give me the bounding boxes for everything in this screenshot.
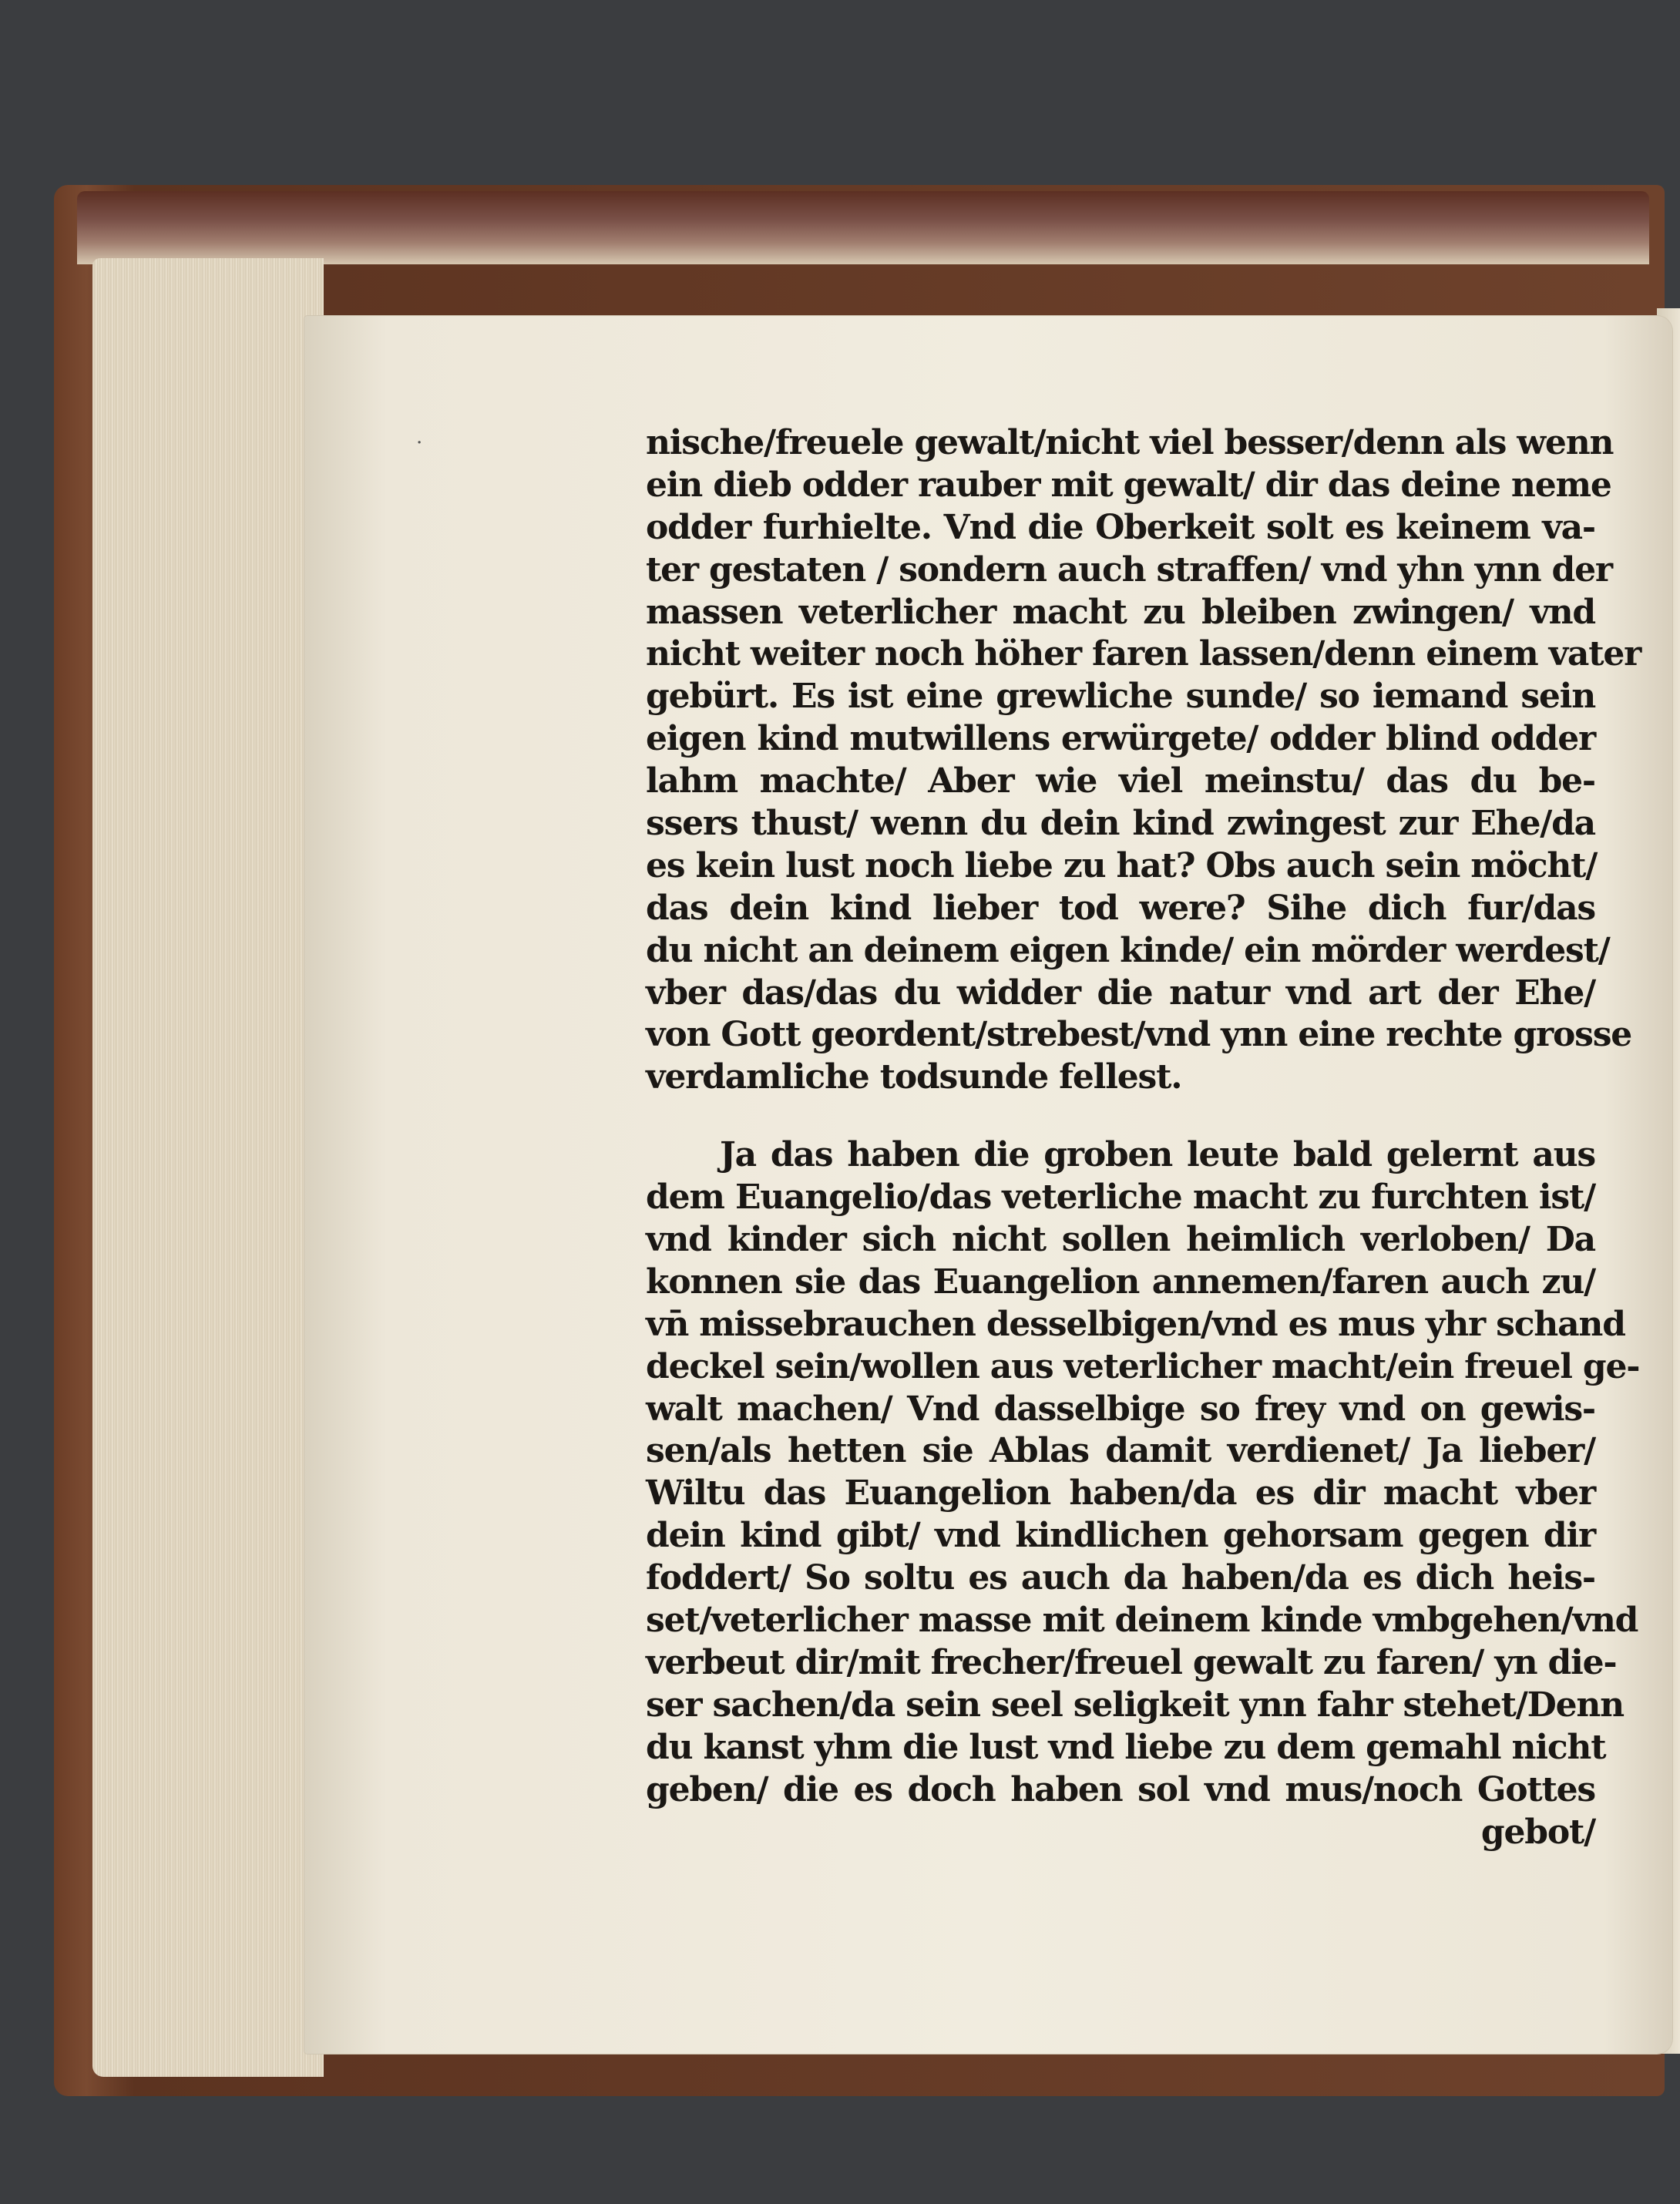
text-line: nische/freuele gewalt/nicht viel besser/denn als wenn [646, 423, 1614, 462]
text-line: ter gestaten / sondern auch straffen/ vnd yhn ynn der [646, 549, 1612, 590]
text-line: konnen sie das Euangelion annemen/faren auch zu/ [646, 1262, 1595, 1302]
text-line: gebürt. Es ist eine grewliche sunde/ so iemand sein [646, 677, 1595, 717]
text-line: von Gott geordent/strebest/vnd ynn eine rechte grosse [646, 1015, 1632, 1055]
paragraph-1 [646, 422, 1641, 1099]
text-line: ser sachen/da sein seel seligkeit ynn fahr stehet/Denn [646, 1685, 1624, 1725]
text-line: verbeut dir/mit frecher/freuel gewalt zu faren/ yn die- [646, 1642, 1617, 1682]
text-line: eigen kind mutwillens erwürgete/ odder blind odder [646, 719, 1595, 759]
page-text [646, 422, 1641, 1853]
paragraph-2 [646, 1134, 1640, 1811]
text-line: foddert/ So soltu es auch da haben/da es dich heis- [646, 1558, 1595, 1598]
text-line: verdamliche todsunde fellest. [646, 1057, 1182, 1097]
text-line: massen veterlicher macht zu bleiben zwingen/ vnd [646, 592, 1595, 632]
text-line: walt machen/ Vnd dasselbige so frey vnd on gewis- [646, 1389, 1595, 1429]
text-line: ein dieb odder rauber mit gewalt/ dir das deine neme [646, 465, 1611, 505]
ink-speck: · [416, 432, 423, 455]
text-line: lahm machte/ Aber wie viel meinstu/ das du be- [646, 761, 1595, 801]
text-line: geben/ die es doch haben sol vnd mus/noch Gottes [646, 1769, 1595, 1809]
book-headband [77, 191, 1649, 264]
text-line: vnd kinder sich nicht sollen heimlich verloben/ Da [646, 1220, 1595, 1260]
text-line: du kanst yhm die lust vnd liebe zu dem gemahl nicht [646, 1727, 1606, 1767]
text-line: Ja das haben die groben leute bald gelernt aus [720, 1135, 1595, 1175]
text-line: set/veterlicher masse mit deinem kinde vmbgehen/vnd [646, 1601, 1638, 1641]
text-line: vber das/das du widder die natur vnd art der Ehe/ [646, 973, 1595, 1013]
text-line: vn̄ missebrauchen desselbigen/vnd es mus yhr schand [646, 1304, 1625, 1344]
paragraph-gap [646, 1099, 1595, 1134]
catchword: gebot/ [1480, 1812, 1595, 1852]
text-line: deckel sein/wollen aus veterlicher macht/ein freuel ge- [646, 1346, 1640, 1386]
text-line: nicht weiter noch höher faren lassen/denn einem vater [646, 634, 1641, 674]
text-line: dein kind gibt/ vnd kindlichen gehorsam gegen dir [646, 1516, 1595, 1556]
page-edges [92, 258, 324, 2077]
text-line: odder furhielte. Vnd die Oberkeit solt es keinem va- [646, 507, 1595, 547]
text-line: es kein lust noch liebe zu hat? Obs auch sein möcht/ [646, 845, 1598, 885]
text-line: das dein kind lieber tod were? Sihe dich fur/das [646, 888, 1595, 928]
text-line: Wiltu das Euangelion haben/da es dir macht vber [646, 1473, 1595, 1514]
text-line: sen/als hetten sie Ablas damit verdienet/ Ja lieber/ [646, 1431, 1595, 1471]
text-line: du nicht an deinem eigen kinde/ ein mörder werdest/ [646, 930, 1610, 970]
text-line: dem Euangelio/das veterliche macht zu furchten ist/ [646, 1178, 1595, 1218]
text-line: ssers thust/ wenn du dein kind zwingest zur Ehe/da [646, 804, 1595, 844]
